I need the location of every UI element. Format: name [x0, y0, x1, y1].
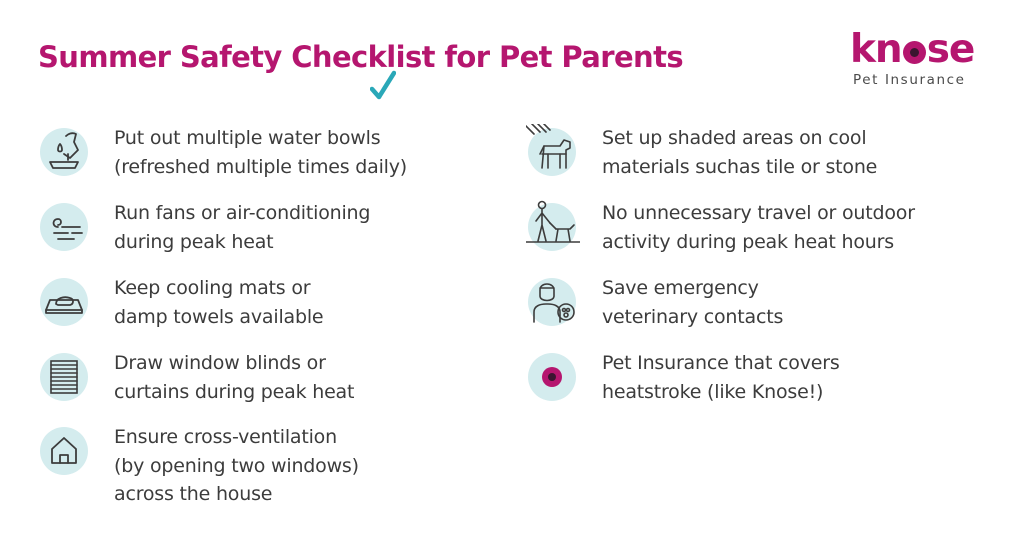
checklist-text: Set up shaded areas on cool materials suchas tile or stone [602, 127, 878, 178]
checkmark-icon [370, 69, 396, 103]
title-part-2: klist for Pet Parents [367, 40, 684, 74]
house-icon [38, 423, 92, 477]
dog-walk-icon [526, 199, 580, 253]
checklist-item [526, 349, 840, 406]
checklist-text: Pet Insurance that covers heatstroke (like Knose!) [602, 352, 840, 403]
checklist-item [38, 199, 370, 256]
dog-shade-icon [526, 124, 580, 178]
checklist-text: Put out multiple water bowls (refreshed multiple times daily) [114, 127, 408, 178]
fan-wind-icon [38, 199, 92, 253]
title-part-1: Summer Safety Chec [38, 40, 368, 74]
checklist-text: Keep cooling mats or damp towels available [114, 277, 324, 328]
water-bowl-icon [38, 124, 92, 178]
checklist-item [38, 124, 407, 181]
knose-eye-icon [526, 349, 580, 403]
knose-logo [850, 27, 990, 88]
checklist-item [526, 199, 915, 256]
logo-subtitle: Pet Insurance [853, 72, 966, 88]
logo-word-start: kn [850, 27, 902, 72]
checklist-text: Ensure cross-ventilation (by opening two windows) across the house [114, 426, 359, 505]
logo-word-end: se [926, 27, 975, 72]
checklist-text: Draw window blinds or curtains during peak heat [114, 352, 355, 403]
checklist-item [38, 274, 323, 331]
cooling-mat-icon [38, 274, 92, 328]
page-title [38, 40, 683, 74]
checklist-item [38, 423, 359, 509]
checklist-text: No unnecessary travel or outdoor activity during peak heat hours [602, 202, 915, 253]
logo-eye-icon [903, 41, 926, 64]
logo-wordmark [850, 27, 990, 72]
checklist-text: Run fans or air-conditioning during peak heat [114, 202, 371, 253]
checklist-item [526, 274, 783, 331]
vet-icon [526, 274, 580, 328]
checklist-item [526, 124, 877, 181]
checklist-text: Save emergency veterinary contacts [602, 277, 784, 328]
window-blinds-icon [38, 349, 92, 403]
checklist-item [38, 349, 354, 406]
